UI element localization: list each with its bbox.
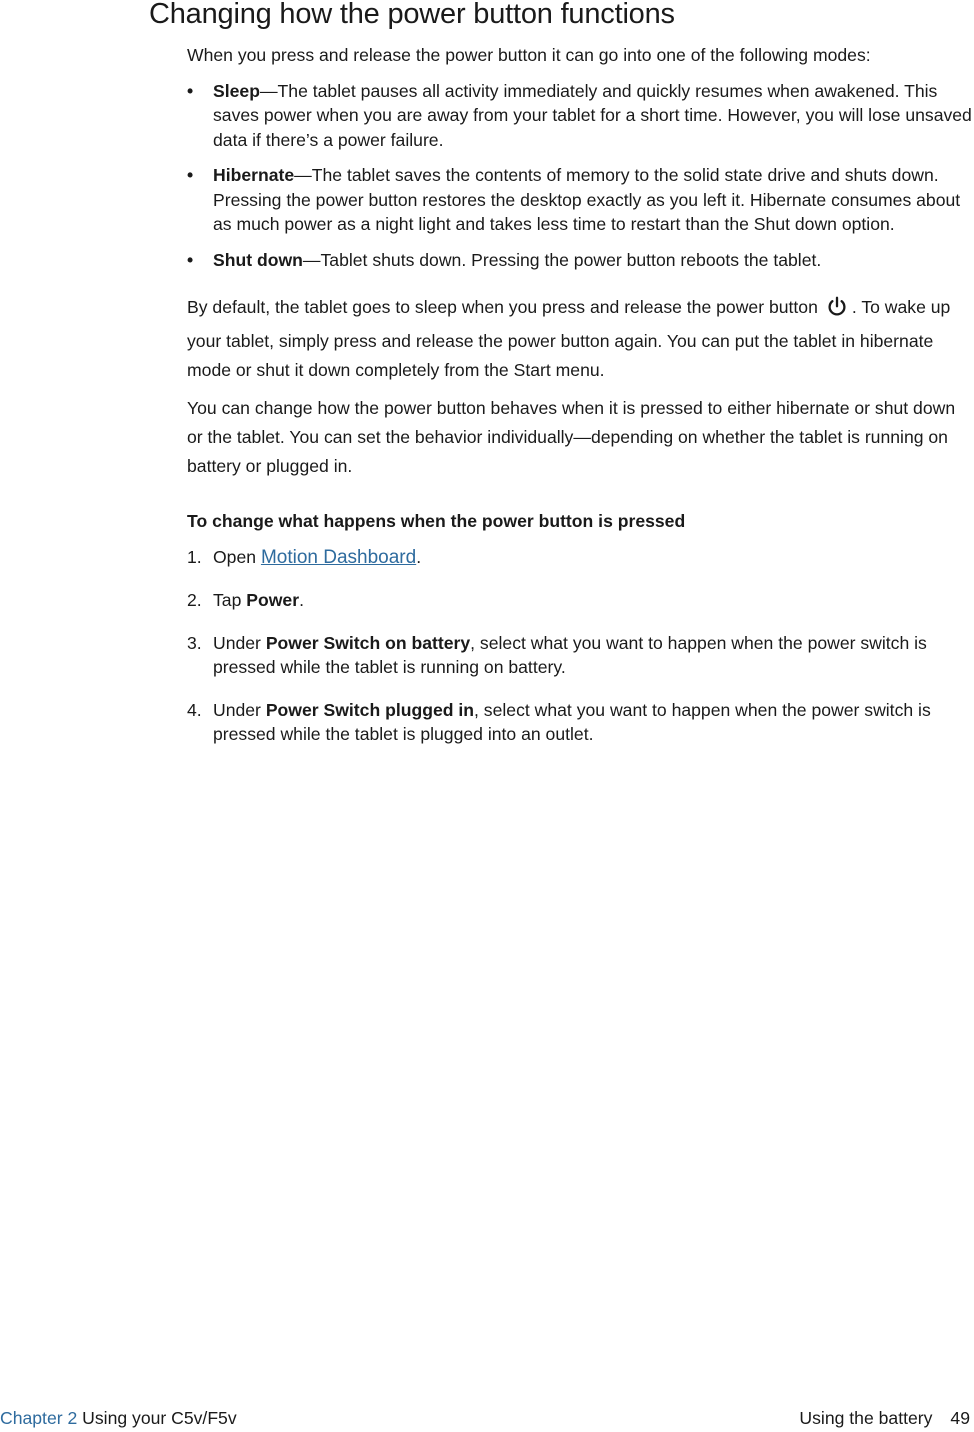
step-text: Open xyxy=(213,546,261,567)
step-bold-term: Power xyxy=(246,590,300,610)
mode-description: —The tablet pauses all activity immediately and quickly resumes when awakened. This saves power when you are away from your tablet for a short time. However, you will lose unsaved data if there’s a power failure. xyxy=(213,80,972,150)
step-3 xyxy=(187,631,972,680)
footer-left xyxy=(0,1408,237,1429)
step-2 xyxy=(187,588,972,613)
step-text: Under xyxy=(213,632,266,653)
step-number: 2. xyxy=(187,590,202,610)
list-item-shut-down xyxy=(187,248,972,273)
list-item-hibernate xyxy=(187,163,972,237)
step-text-end: . xyxy=(299,590,304,610)
step-text: Under xyxy=(213,699,266,720)
default-behavior-paragraph xyxy=(187,293,972,385)
default-text-before: By default, the tablet goes to sleep when you press and release the power button xyxy=(187,297,818,317)
change-behavior-paragraph: You can change how the power button behaves when it is pressed to either hibernate or shut down or the tablet. You can set the behavior individually—depending on whether the tablet is running on battery or plugged in. xyxy=(187,398,956,476)
step-text: Tap xyxy=(213,590,247,610)
footer-chapter: Chapter 2 xyxy=(0,1408,78,1428)
mode-term: Sleep xyxy=(213,80,260,101)
step-text-end: . xyxy=(416,546,422,567)
mode-description: —The tablet saves the contents of memory to the solid state drive and shuts down. Pressing the power button restores the desktop exactly as you left it. Hibernate consumes about as much power as a night light and takes less time to restart than the Shut down option. xyxy=(213,165,961,234)
step-number: 3. xyxy=(187,632,202,653)
power-button-icon xyxy=(826,296,848,327)
step-number: 4. xyxy=(187,699,202,720)
list-item-sleep xyxy=(187,79,972,153)
step-bold-term: Power Switch on battery xyxy=(265,632,471,653)
mode-term: Shut down xyxy=(213,249,303,270)
motion-dashboard-link[interactable]: Motion Dashboard xyxy=(260,546,417,568)
step-text-end: , select what you want to happen when the power switch is pressed while the tablet is running on battery. xyxy=(213,632,927,677)
page-number: 49 xyxy=(950,1408,970,1428)
power-modes-list xyxy=(187,79,972,273)
default-text-after: . To wake up your tablet, simply press and release the power button again. You can put the tablet in hibernate mode or shut it down completely from the Start menu. xyxy=(187,297,951,380)
footer-section: Using the battery xyxy=(799,1408,933,1428)
mode-term: Hibernate xyxy=(213,165,295,185)
bullet: • xyxy=(187,80,194,101)
procedure-heading: To change what happens when the power button is pressed xyxy=(187,511,686,531)
document-body xyxy=(187,43,972,765)
step-bold-term: Power Switch plugged in xyxy=(265,699,475,720)
bullet: • xyxy=(187,165,194,185)
step-text-end: , select what you want to happen when the power switch is pressed while the tablet is plugged into an outlet. xyxy=(213,699,931,744)
footer-right xyxy=(799,1408,970,1429)
step-4 xyxy=(187,698,972,747)
step-number: 1. xyxy=(187,546,202,567)
procedure-steps xyxy=(187,545,972,747)
intro-paragraph: When you press and release the power button it can go into one of the following modes: xyxy=(187,45,871,65)
page-title: Changing how the power button functions xyxy=(149,0,675,30)
mode-description: —Tablet shuts down. Pressing the power button reboots the tablet. xyxy=(302,249,822,270)
bullet: • xyxy=(187,249,194,270)
footer-book-title: Using your C5v/F5v xyxy=(82,1408,237,1428)
step-1 xyxy=(187,545,972,571)
